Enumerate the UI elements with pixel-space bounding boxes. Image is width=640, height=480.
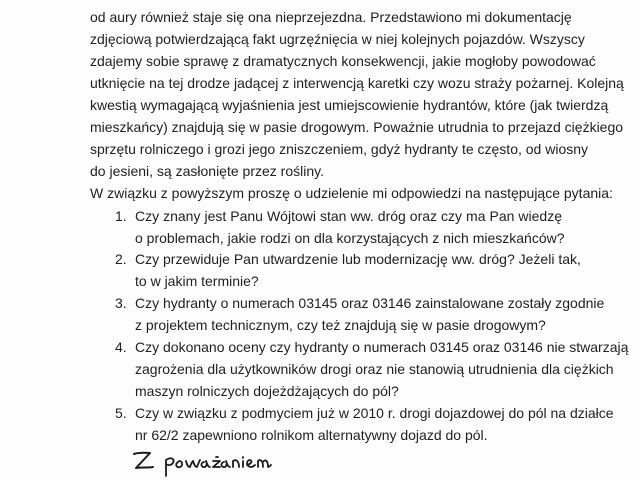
question-line: nr 62/2 zapewniono rolnikom alternatywny dojazd do pól. — [135, 427, 488, 443]
questions-intro: W związku z powyższym proszę o udzielenie mi odpowiedzi na następujące pytania: — [90, 185, 613, 201]
question-number: 3. — [115, 295, 127, 311]
question-line: to w jakim terminie? — [135, 273, 259, 289]
paragraph-line: do jesieni, są zasłonięte przez rośliny. — [90, 163, 324, 179]
question-line: Czy dokonano oceny czy hydranty o numerach 03145 oraz 03146 nie stwarzają — [135, 339, 629, 355]
paragraph-line: mieszkańcy) znajdują się w pasie drogowym. Poważnie utrudnia to przejazd ciężkiego — [90, 119, 624, 135]
paragraph-line: kwestią wymagającą wyjaśnienia jest umiejscowienie hydrantów, które (jak twierdzą — [90, 97, 609, 113]
paragraph-line: utknięcie na tej drodze jadącej z interwencją karetki czy wozu straży pożarnej. Kolejną — [90, 75, 624, 91]
paragraph-line: zdjęciową potwierdzającą fakt ugrzęźnięcia w niej kolejnych pojazdów. Wszyscy — [90, 31, 585, 47]
question-text — [135, 248, 581, 292]
question-line: Czy przewiduje Pan utwardzenie lub modernizację ww. dróg? Jeżeli tak, — [135, 251, 581, 267]
question-number: 4. — [115, 339, 127, 355]
question-line: o problemach, jakie rodzi on dla korzystających z nich mieszkańców? — [135, 230, 565, 246]
question-number: 5. — [115, 405, 127, 421]
handwritten-signature — [120, 446, 320, 480]
body-paragraph — [90, 6, 624, 182]
question-line: Czy w związku z podmyciem już w 2010 r. drogi dojazdowej do pól na działce — [135, 405, 614, 421]
question-line: zagrożenia dla użytkowników drogi oraz nie stanowią utrudnienia dla ciężkich — [135, 361, 614, 377]
question-text — [135, 402, 614, 446]
paragraph-line: zdajemy sobie sprawę z dramatycznych konsekwencji, jakie mogłoby powodować — [90, 53, 596, 69]
question-number: 1. — [115, 208, 127, 224]
question-number: 2. — [115, 251, 127, 267]
question-text — [135, 205, 565, 249]
question-line: z projektem technicznym, czy też znajdują się w pasie drogowym? — [135, 317, 546, 333]
question-line: Czy znany jest Panu Wójtowi stan ww. dróg oraz czy ma Pan wiedzę — [135, 208, 562, 224]
paragraph-line: sprzętu rolniczego i grozi jego zniszczeniem, gdyż hydranty te często, od wiosny — [90, 141, 589, 157]
question-line: Czy hydranty o numerach 03145 oraz 03146 zainstalowane zostały zgodnie — [135, 295, 605, 311]
question-text — [135, 336, 629, 402]
question-line: maszyn rolniczych dojeżdżających do pól? — [135, 383, 399, 399]
question-text — [135, 292, 605, 336]
paragraph-line: od aury również staje się ona nieprzejezdna. Przedstawiono mi dokumentację — [90, 9, 572, 25]
